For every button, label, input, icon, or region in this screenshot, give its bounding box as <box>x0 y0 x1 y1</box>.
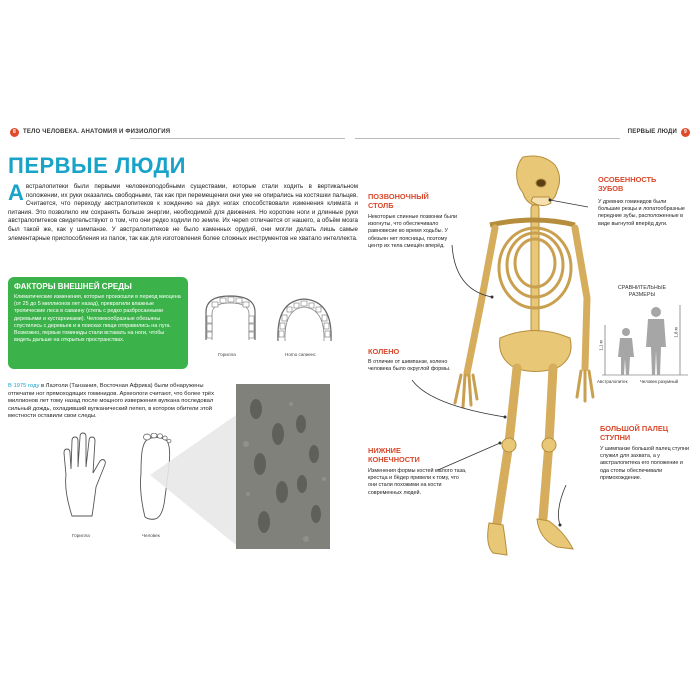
knee-title-line1: КОЛЕНО <box>368 347 400 356</box>
gorilla-jaw-label: Горилла <box>218 352 236 357</box>
spine-callout-title <box>368 192 429 210</box>
human-jaw-label: Homo сапиенс <box>285 352 316 357</box>
legs-title-line2: КОНЕЧНОСТИ <box>368 455 420 464</box>
comparative-sizes-title <box>612 285 672 299</box>
teeth-title-line2: ЗУБОВ <box>598 184 624 193</box>
australopithecus-height: 1,1 м <box>598 340 604 351</box>
page-title: ПЕРВЫЕ ЛЮДИ <box>8 153 186 178</box>
sizes-title-line1: СРАВНИТЕЛЬНЫЕ <box>617 285 667 291</box>
left-running-title: ТЕЛО ЧЕЛОВЕКА. АНАТОМИЯ И ФИЗИОЛОГИЯ <box>23 129 171 135</box>
book-spread <box>0 125 700 565</box>
spine-title-line2: СТОЛБ <box>368 201 394 210</box>
teeth-title-line1: ОСОБЕННОСТЬ <box>598 175 657 184</box>
homo-sapiens-silhouette <box>646 307 666 375</box>
toe-title-line2: СТУПНИ <box>600 433 631 442</box>
teeth-callout-text: У древних гоминидов были большие резцы и лопатообразные передние зубы, расположенные в виде выгнутой вперёд дуги. <box>598 199 685 227</box>
intro-text: встралопитеки были первыми человекоподобными существами, которые стали ходить в вертикальном положении, их руки оказались свободными, так как при перемещении они уже не опирались на костяшки пальцев. Считается, что переходу австралопитеков к хождению на двух ногах способствовали изменения климата и питания. Это позволило им сохранять больше энергии, необходимой для движения. Но короткие ноги и длинные руки австралопитеков свидетельствуют о том, что они редко ходили по земле. Их череп отличается от нашего, а объём мозга был такой же, как у шимпанзе. У австралопитеков не было каменных орудий, они могли делать лишь самые элементарные приспособления из палок, так как для изготовления более сложных инструментов не хватало интеллекта. <box>8 183 358 242</box>
sizes-title-line2: РАЗМЕРЫ <box>628 292 656 298</box>
left-page-number: 8 <box>10 128 19 137</box>
legs-callout-text: Изменения формы костей малого таза, крестца и бёдер привели к тому, что они стали похожими на кости современных людей. <box>368 468 467 496</box>
callout-lines <box>0 125 700 565</box>
toe-title-line1: БОЛЬШОЙ ПАЛЕЦ <box>600 424 669 433</box>
legs-callout-title <box>368 446 420 464</box>
laetoli-text: в Лаэтоли (Танзания, Восточная Африка) были обнаружены отпечатки ног прямоходящих гоминидов. Археологи считают, что более трёх миллионов лет тому назад после мощного извержения вулкана последовал сильный дождь, охладивший вулканический пепел, в котором обители этой местности оставили свои следы. <box>8 383 215 420</box>
right-page-number: 9 <box>681 128 690 137</box>
factors-text: Климатические изменения, которые произошли в период миоцена (от 25 до 5 миллионов лет назад), превратили влажные тропические леса в саванну (степь с редко разбросанными деревьями и кустарниками). Человекообразные обезьяны спустились с деревьев и в поисках пищи отправились на луга. Возможно, первые гоминиды стали вставать на ноги, чтобы видеть дальше на открытых пространствах. <box>14 294 181 344</box>
laetoli-year: В 1975 году <box>8 383 40 389</box>
toe-callout-text: У шимпанзе большой палец ступни служил для захвата, а у австралопитека его положение и ода стопы обеспечивали прямохождение. <box>600 446 689 481</box>
spine-callout-text: Некоторые спинные позвонки были изогнуты, что обеспечивало равновесие во время ходьбы. У обезьян нет поясницы, поэтому центр их тела смещён вперёд. <box>368 214 458 249</box>
teeth-callout-title <box>598 175 656 193</box>
gorilla-foot-label: Горилла <box>72 533 90 538</box>
australopithecus-label: Австралопитек <box>597 379 628 384</box>
homo-sapiens-label: Человек разумный <box>640 379 679 384</box>
size-comparison-figures <box>600 305 690 380</box>
human-foot-label: Человек <box>142 533 160 538</box>
knee-callout-text: В отличие от шимпанзе, колено человека было округлой формы. <box>368 359 451 373</box>
spine-title-line1: ПОЗВОНОЧНЫЙ <box>368 192 429 201</box>
right-running-title: ПЕРВЫЕ ЛЮДИ <box>627 129 677 135</box>
toe-callout-title <box>600 424 668 442</box>
homo-sapiens-height: 1,8 м <box>673 327 679 338</box>
factors-title: ФАКТОРЫ ВНЕШНЕЙ СРЕДЫ <box>14 282 132 291</box>
australopithecus-silhouette <box>618 328 634 375</box>
legs-title-line1: НИЖНИЕ <box>368 446 401 455</box>
knee-callout-title <box>368 347 399 356</box>
drop-cap: А <box>8 180 24 205</box>
